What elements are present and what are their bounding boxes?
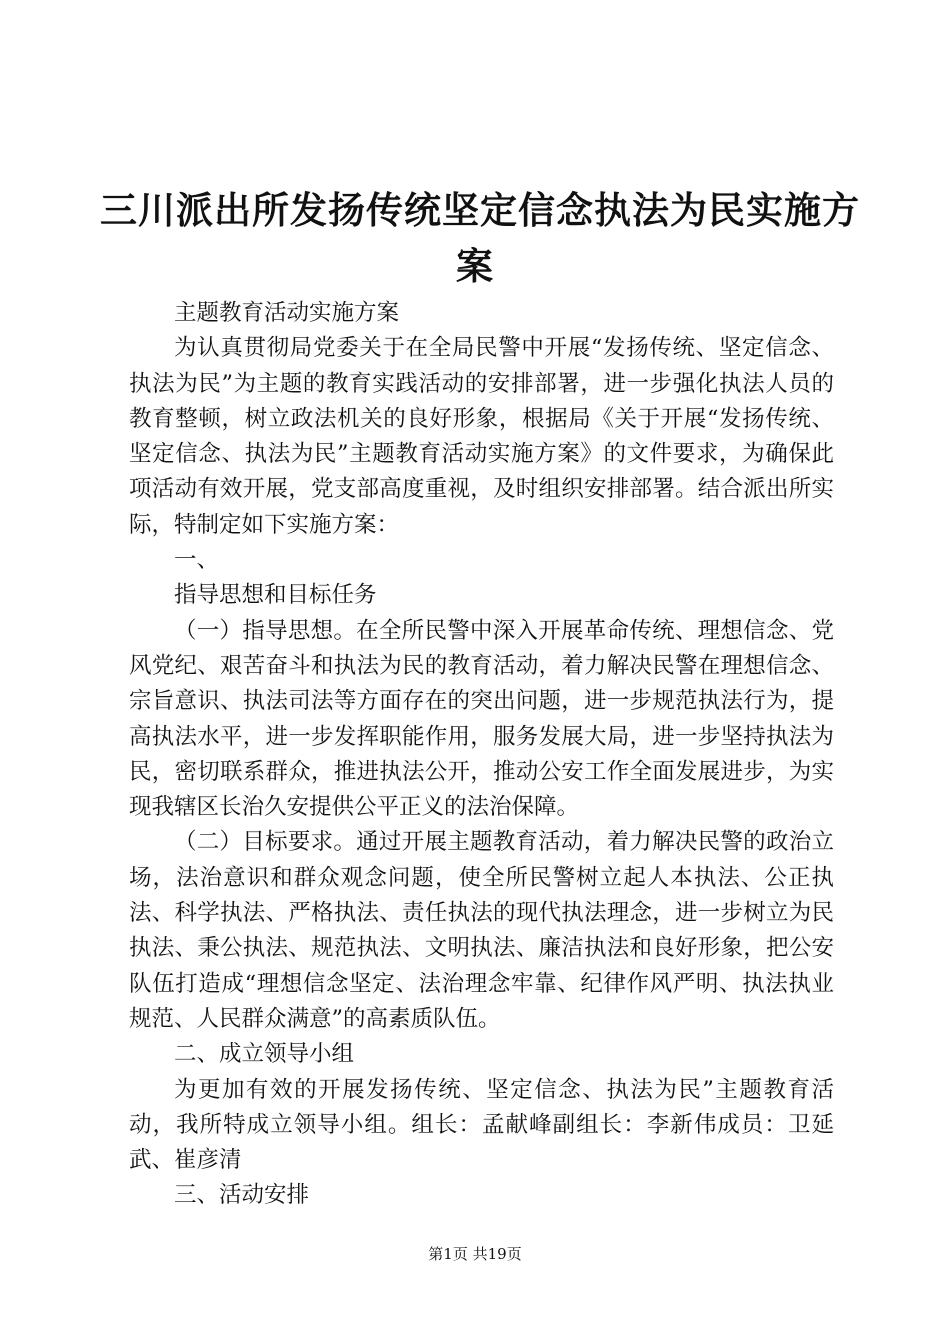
section-number-one: 一、	[174, 547, 220, 574]
leadership-group-paragraph: 为更加有效的开展发扬传统、坚定信念、执法为民”主题教育活动，我所特成立领导小组。组长：孟献峰副组长：李新伟成员：卫延武、崔彦清	[129, 1076, 834, 1174]
page-footer: 第1页 共19页	[428, 1245, 522, 1263]
target-requirements-paragraph: （二）目标要求。通过开展主题教育活动，着力解决民警的政治立场，法治意识和群众观念问题，使全所民警树立起人本执法、公正执法、科学执法、严格执法、责任执法的现代执法理念，进一步树立为民执法、秉公执法、规范执法、文明执法、廉洁执法和良好形象，把公安队伍打造成“理想信念坚定、法治理念牢靠、纪律作风严明、执法执业规范、人民群众满意”的高素质队伍。	[129, 829, 834, 1032]
subtitle-paragraph: 主题教育活动实施方案	[174, 300, 400, 326]
section-heading-leadership-group: 二、成立领导小组	[174, 1041, 355, 1068]
section-heading-guiding-ideology: 指导思想和目标任务	[174, 582, 377, 609]
intro-paragraph: 为认真贯彻局党委关于在全局民警中开展“发扬传统、坚定信念、执法为民”为主题的教育实践活动的安排部署，进一步强化执法人员的教育整顿，树立政法机关的良好形象，根据局《关于开展“发扬传统、坚定信念、执法为民”主题教育活动实施方案》的文件要求，为确保此项活动有效开展，党支部高度重视，及时组织安排部署。结合派出所实际，特制定如下实施方案：	[129, 335, 834, 538]
guiding-ideology-paragraph: （一）指导思想。在全所民警中深入开展革命传统、理想信念、党风党纪、艰苦奋斗和执法为民的教育活动，着力解决民警在理想信念、宗旨意识、执法司法等方面存在的突出问题，进一步规范执法行为，提高执法水平，进一步发挥职能作用，服务发展大局，进一步坚持执法为民，密切联系群众，推进执法公开，推动公安工作全面发展进步，为实现我辖区长治久安提供公平正义的法治保障。	[129, 617, 834, 821]
section-heading-activity-arrangement: 三、活动安排	[174, 1182, 310, 1209]
document-title-line-2: 案	[456, 244, 494, 288]
document-title-line-1: 三川派出所发扬传统坚定信念执法为民实施方	[100, 188, 860, 232]
document-body	[129, 296, 834, 1214]
